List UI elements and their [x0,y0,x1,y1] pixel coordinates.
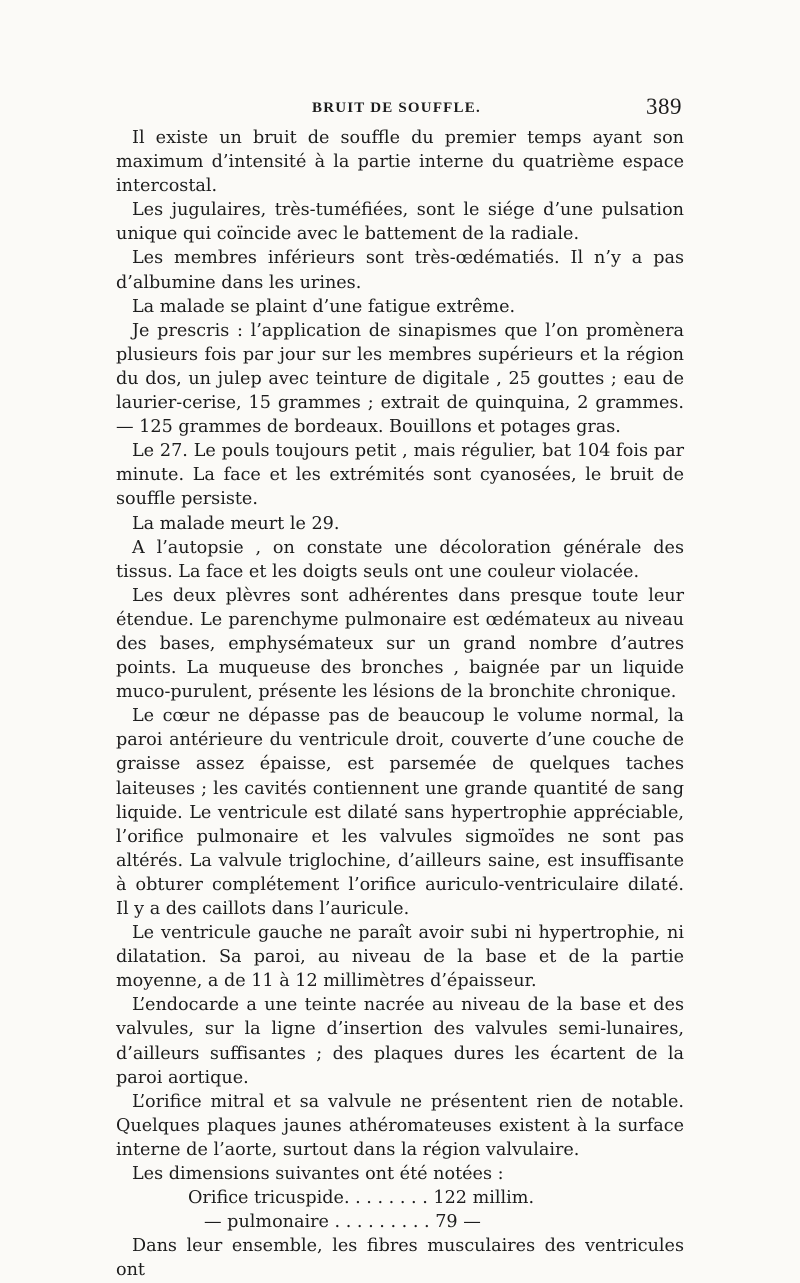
paragraph: Il existe un bruit de souffle du premier temps ayant son maximum d’intensité à la partie interne du quatrième espace intercostal. [116,128,684,197]
paragraph: Les dimensions suivantes ont été notées : [132,1164,504,1185]
closing-line: Dans leur ensemble, les fibres musculaires des ventricules ont [116,1236,684,1281]
body-text [116,126,684,1283]
running-title: BRUIT DE SOUFFLE. [312,100,481,116]
paragraph: Le cœur ne dépasse pas de beaucoup le volume normal, la paroi antérieure du ventricule droit, couverte d’une couche de graisse assez épaisse, est parsemée de quelques taches laiteuses ; les cavités contiennent une grande quantité de sang liquide. Le ventricule est dilaté sans hypertrophie appréciable, l’orifice pulmonaire et les valvules sigmoïdes ne sont pas altérés. La valvule triglochine, d’ailleurs saine, est insuffisante à obturer complétement l’orifice auriculo-ventriculaire dilaté. Il y a des caillots dans l’auricule. [116,706,684,919]
paragraph: Le 27. Le pouls toujours petit , mais régulier, bat 104 fois par minute. La face et les extrémités sont cyanosées, le bruit de souffle persiste. [116,441,684,510]
paragraph: La malade se plaint d’une fatigue extrême. [132,296,516,317]
paragraph: Les jugulaires, très-tuméfiées, sont le siége d’une pulsation unique qui coïncide avec le battement de la radiale. [116,200,684,245]
paragraph: Les membres inférieurs sont très-œdématiés. Il n’y a pas d’albumine dans les urines. [116,248,684,293]
paragraph: L’orifice mitral et sa valvule ne présentent rien de notable. Quelques plaques jaunes athéromateuses existent à la surface interne de l’aorte, surtout dans la région valvulaire. [116,1091,684,1160]
paragraph: L’endocarde a une teinte nacrée au niveau de la base et des valvules, sur la ligne d’insertion des valvules semi-lunaires, d’ailleurs suffisantes ; des plaques dures les écartent de la paroi aortique. [116,995,684,1088]
paragraph: Le ventricule gauche ne paraît avoir subi ni hypertrophie, ni dilatation. Sa paroi, au niveau de la base et de la partie moyenne, a de 11 à 12 millimètres d’épaisseur. [116,923,684,992]
paragraph: A l’autopsie , on constate une décoloration générale des tissus. La face et les doigts seuls ont une couleur violacée. [116,537,684,582]
page-number: 389 [646,94,682,119]
running-header [116,96,682,122]
paragraph: Je prescris : l’application de sinapismes que l’on promènera plusieurs fois par jour sur les membres supérieurs et la région du dos, un julep avec teinture de digitale , 25 gouttes ; eau de laurier-cerise, 15 grammes ; extrait de quinquina, 2 grammes. — 125 grammes de bordeaux. Bouillons et potages gras. [116,320,684,438]
measurement-line: Orifice tricuspide. . . . . . . . 122 millim. [188,1188,535,1209]
measurement-line: — pulmonaire . . . . . . . . . 79 — [204,1212,481,1233]
paragraph: La malade meurt le 29. [132,513,340,534]
paragraph: Les deux plèvres sont adhérentes dans presque toute leur étendue. Le parenchyme pulmonaire est œdémateux au niveau des bases, emphysémateux sur un grand nombre d’autres points. La muqueuse des bronches , baignée par un liquide muco-purulent, présente les lésions de la bronchite chronique. [116,585,684,703]
